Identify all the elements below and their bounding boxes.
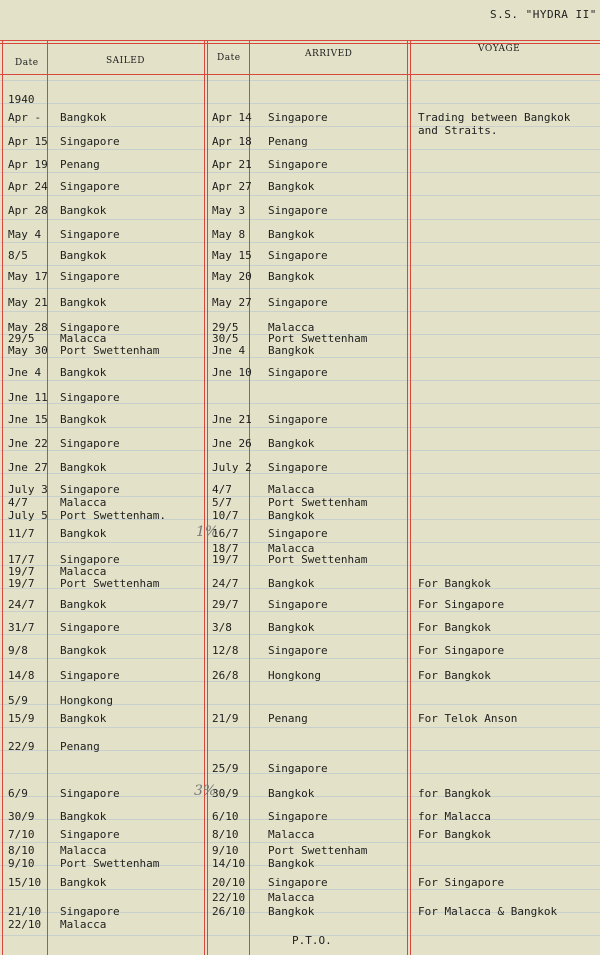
ruled-line <box>0 727 600 728</box>
arrived-port: Singapore <box>268 204 328 217</box>
sailed-port: Bangkok <box>60 296 107 309</box>
arrived-date: 26/10 <box>212 905 246 918</box>
arrived-date: July 2 <box>212 461 252 474</box>
header-sailed: SAILED <box>106 56 145 66</box>
sailed-port: Bangkok <box>60 204 107 217</box>
voyage-note: For Bangkok <box>418 669 491 682</box>
arrived-port: Bangkok <box>268 905 315 918</box>
sailed-date: May 28 <box>8 321 48 334</box>
column-divider <box>410 40 411 955</box>
arrived-port: Singapore <box>268 249 328 262</box>
arrived-port: Port Swettenham <box>268 332 368 345</box>
arrived-port: Penang <box>268 712 308 725</box>
sailed-port: Singapore <box>60 787 120 800</box>
sailed-port: Bangkok <box>60 366 107 379</box>
ruled-line <box>0 311 600 312</box>
header-underline <box>0 74 600 75</box>
arrived-date: 29/7 <box>212 598 239 611</box>
arrived-port: Singapore <box>268 598 328 611</box>
sailed-port: Singapore <box>60 270 120 283</box>
arrived-date: 26/8 <box>212 669 239 682</box>
column-divider <box>249 40 250 955</box>
ruled-line <box>0 634 600 635</box>
arrived-date: May 27 <box>212 296 252 309</box>
sailed-date: 6/9 <box>8 787 28 800</box>
sailed-date: Apr 28 <box>8 204 48 217</box>
column-divider <box>204 40 205 955</box>
sailed-port: Penang <box>60 740 100 753</box>
sailed-date: May 30 <box>8 344 48 357</box>
sailed-date: Jne 11 <box>8 391 48 404</box>
arrived-port: Singapore <box>268 111 328 124</box>
sailed-date: 31/7 <box>8 621 35 634</box>
sailed-date: July 5 <box>8 509 48 522</box>
ruled-line <box>0 288 600 289</box>
arrived-port: Port Swettenham <box>268 844 368 857</box>
arrived-port: Bangkok <box>268 577 315 590</box>
sailed-port: Singapore <box>60 135 120 148</box>
sailed-port: Bangkok <box>60 598 107 611</box>
arrived-port: Bangkok <box>268 344 315 357</box>
voyage-note: Trading between Bangkok <box>418 111 571 124</box>
arrived-port: Hongkong <box>268 669 321 682</box>
arrived-date: Apr 14 <box>212 111 252 124</box>
sailed-date: 8/5 <box>8 249 28 262</box>
sailed-port: Hongkong <box>60 694 113 707</box>
sailed-port: Bangkok <box>60 111 107 124</box>
ruled-line <box>0 265 600 266</box>
arrived-date: May 20 <box>212 270 252 283</box>
voyage-note: For Bangkok <box>418 577 491 590</box>
sailed-date: 5/9 <box>8 694 28 707</box>
arrived-port: Singapore <box>268 413 328 426</box>
arrived-port: Bangkok <box>268 787 315 800</box>
arrived-date: 14/10 <box>212 857 246 870</box>
arrived-date: 22/10 <box>212 891 246 904</box>
ship-name: S.S. "HYDRA II" <box>490 8 597 21</box>
sailed-date: Jne 27 <box>8 461 48 474</box>
sailed-date: Apr 19 <box>8 158 48 171</box>
sailed-date: 22/10 <box>8 918 42 931</box>
arrived-port: Port Swettenham <box>268 496 368 509</box>
arrived-date: 12/8 <box>212 644 239 657</box>
arrived-port: Bangkok <box>268 509 315 522</box>
ruled-line <box>0 658 600 659</box>
sailed-date: 17/7 <box>8 553 35 566</box>
sailed-date: 15/10 <box>8 876 42 889</box>
column-divider <box>407 40 408 955</box>
sailed-port: Bangkok <box>60 461 107 474</box>
ruled-line <box>0 380 600 381</box>
arrived-port: Malacca <box>268 828 315 841</box>
sailed-date: July 3 <box>8 483 48 496</box>
sailed-port: Malacca <box>60 918 107 931</box>
arrived-date: May 8 <box>212 228 246 241</box>
sailed-date: Jne 4 <box>8 366 42 379</box>
header-arrived-date: Date <box>217 53 241 63</box>
sailed-date: May 21 <box>8 296 48 309</box>
header-top-rule <box>0 40 600 41</box>
sailed-port: Singapore <box>60 228 120 241</box>
column-divider <box>207 40 208 955</box>
arrived-port: Bangkok <box>268 437 315 450</box>
arrived-date: 29/5 <box>212 321 239 334</box>
arrived-date: 20/10 <box>212 876 246 889</box>
column-divider <box>47 40 48 955</box>
pencil-mark: 3% <box>194 783 217 799</box>
sailed-port: Bangkok <box>60 249 107 262</box>
voyage-note: For Telok Anson <box>418 712 518 725</box>
sailed-date: 9/8 <box>8 644 28 657</box>
sailed-port: Bangkok <box>60 876 107 889</box>
arrived-port: Singapore <box>268 158 328 171</box>
arrived-date: 3/8 <box>212 621 232 634</box>
sailed-port: Singapore <box>60 553 120 566</box>
sailed-port: Singapore <box>60 321 120 334</box>
sailed-port: Malacca <box>60 565 107 578</box>
sailed-date: 4/7 <box>8 496 28 509</box>
ruled-line <box>0 611 600 612</box>
arrived-port: Malacca <box>268 891 315 904</box>
arrived-date: 25/9 <box>212 762 239 775</box>
sailed-port: Port Swettenham. <box>60 509 166 522</box>
ruled-line <box>0 842 600 843</box>
voyage-note: For Singapore <box>418 876 505 889</box>
ruled-line <box>0 219 600 220</box>
arrived-date: 19/7 <box>212 553 239 566</box>
arrived-port: Malacca <box>268 483 315 496</box>
sailed-port: Bangkok <box>60 644 107 657</box>
arrived-port: Bangkok <box>268 621 315 634</box>
arrived-date: Jne 10 <box>212 366 252 379</box>
arrived-date: 30/5 <box>212 332 239 345</box>
sailed-date: Apr 15 <box>8 135 48 148</box>
arrived-date: May 3 <box>212 204 246 217</box>
arrived-date: Apr 21 <box>212 158 252 171</box>
sailed-date: 24/7 <box>8 598 35 611</box>
arrived-date: Apr 27 <box>212 180 252 193</box>
voyage-note: For Singapore <box>418 644 505 657</box>
voyage-note: For Bangkok <box>418 621 491 634</box>
arrived-port: Singapore <box>268 810 328 823</box>
pencil-mark: 1% <box>196 524 219 540</box>
sailed-port: Malacca <box>60 332 107 345</box>
sailed-date: 21/10 <box>8 905 42 918</box>
sailed-port: Malacca <box>60 844 107 857</box>
ruled-line <box>0 149 600 150</box>
sailed-date: 9/10 <box>8 857 35 870</box>
sailed-date: 22/9 <box>8 740 35 753</box>
arrived-date: Jne 26 <box>212 437 252 450</box>
sailed-port: Bangkok <box>60 712 107 725</box>
arrived-port: Singapore <box>268 644 328 657</box>
arrived-port: Singapore <box>268 296 328 309</box>
ruled-line <box>0 172 600 173</box>
sailed-date: 7/10 <box>8 828 35 841</box>
voyage-note: for Bangkok <box>418 787 491 800</box>
arrived-port: Singapore <box>268 366 328 379</box>
arrived-date: Jne 4 <box>212 344 246 357</box>
ruled-line <box>0 427 600 428</box>
voyage-note: For Singapore <box>418 598 505 611</box>
ruled-line <box>0 126 600 127</box>
sailed-port: Singapore <box>60 437 120 450</box>
sailed-port: Port Swettenham <box>60 577 160 590</box>
sailed-port: Singapore <box>60 391 120 404</box>
voyage-note: For Bangkok <box>418 828 491 841</box>
arrived-port: Bangkok <box>268 270 315 283</box>
ruled-line <box>0 450 600 451</box>
arrived-port: Penang <box>268 135 308 148</box>
arrived-date: Jne 21 <box>212 413 252 426</box>
arrived-date: May 15 <box>212 249 252 262</box>
arrived-date: 21/9 <box>212 712 239 725</box>
sailed-date: Apr - <box>8 111 42 124</box>
sailed-date: 29/5 <box>8 332 35 345</box>
arrived-port: Port Swettenham <box>268 553 368 566</box>
arrived-date: 18/7 <box>212 542 239 555</box>
ruled-line <box>0 195 600 196</box>
sailed-port: Singapore <box>60 483 120 496</box>
sailed-date: 14/8 <box>8 669 35 682</box>
voyage-note: For Malacca & Bangkok <box>418 905 558 918</box>
arrived-port: Malacca <box>268 321 315 334</box>
arrived-port: Bangkok <box>268 228 315 241</box>
column-divider <box>2 40 3 955</box>
arrived-date: 16/7 <box>212 527 239 540</box>
arrived-date: 24/7 <box>212 577 239 590</box>
ruled-line <box>0 357 600 358</box>
arrived-date: 8/10 <box>212 828 239 841</box>
arrived-port: Singapore <box>268 876 328 889</box>
sailed-port: Bangkok <box>60 413 107 426</box>
sailed-date: 15/9 <box>8 712 35 725</box>
header-voyage: VOYAGE <box>478 44 521 54</box>
arrived-date: 6/10 <box>212 810 239 823</box>
sailed-port: Singapore <box>60 905 120 918</box>
sailed-date: Jne 15 <box>8 413 48 426</box>
voyage-note: and Straits. <box>418 124 498 137</box>
voyage-note: for Malacca <box>418 810 491 823</box>
sailed-port: Singapore <box>60 669 120 682</box>
sailed-port: Singapore <box>60 828 120 841</box>
arrived-date: 9/10 <box>212 844 239 857</box>
header-sailed-date: Date <box>15 58 39 68</box>
ruled-line <box>0 80 600 81</box>
sailed-port: Malacca <box>60 496 107 509</box>
sailed-date: 8/10 <box>8 844 35 857</box>
arrived-port: Singapore <box>268 762 328 775</box>
sailed-port: Port Swettenham <box>60 344 160 357</box>
sailed-date: May 17 <box>8 270 48 283</box>
ruled-line <box>0 242 600 243</box>
sailed-date: May 4 <box>8 228 42 241</box>
sailed-port: Singapore <box>60 621 120 634</box>
sailed-date: Apr 24 <box>8 180 48 193</box>
arrived-port: Singapore <box>268 527 328 540</box>
arrived-port: Bangkok <box>268 857 315 870</box>
arrived-date: 5/7 <box>212 496 232 509</box>
sailed-port: Singapore <box>60 180 120 193</box>
year-label: 1940 <box>8 93 35 106</box>
arrived-port: Singapore <box>268 461 328 474</box>
sailed-date: 11/7 <box>8 527 35 540</box>
ruled-line <box>0 889 600 890</box>
arrived-date: Apr 18 <box>212 135 252 148</box>
sailed-port: Bangkok <box>60 810 107 823</box>
arrived-date: 4/7 <box>212 483 232 496</box>
sailed-port: Bangkok <box>60 527 107 540</box>
sailed-port: Port Swettenham <box>60 857 160 870</box>
arrived-port: Bangkok <box>268 180 315 193</box>
header-arrived: ARRIVED <box>305 49 353 59</box>
sailed-port: Penang <box>60 158 100 171</box>
sailed-date: 19/7 <box>8 577 35 590</box>
ruled-line <box>0 103 600 104</box>
arrived-date: 30/9 <box>212 787 239 800</box>
footer-pto: P.T.O. <box>292 934 332 947</box>
arrived-date: 10/7 <box>212 509 239 522</box>
sailed-date: 19/7 <box>8 565 35 578</box>
arrived-port: Malacca <box>268 542 315 555</box>
sailed-date: 30/9 <box>8 810 35 823</box>
sailed-date: Jne 22 <box>8 437 48 450</box>
